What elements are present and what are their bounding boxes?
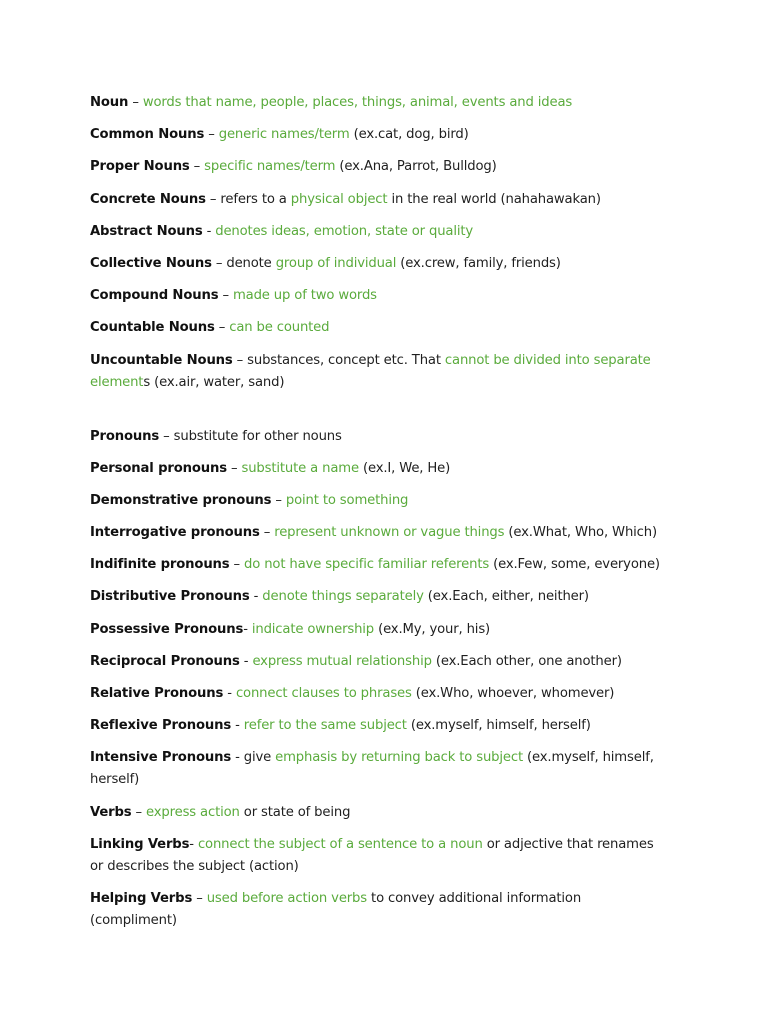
entry-term: Indifinite pronouns [90,557,230,573]
definition-entry [90,317,670,339]
highlighted-definition: cannot be divided into separate element [90,352,651,390]
entry-term: Uncountable Nouns [90,352,233,368]
definition-text: - [202,223,216,239]
definition-text: – substitute for other nouns [159,428,342,444]
entry-term: Concrete Nouns [90,191,206,207]
definition-text: (ex.I, We, He) [358,460,451,476]
entry-term: Proper Nouns [90,159,190,175]
definition-entry [90,92,670,114]
definition-text: - [249,589,263,605]
definition-text: – [229,557,245,573]
definition-text: (ex.myself, himself, herself) [406,718,591,734]
definition-text: (ex.What, Who, Which) [504,525,657,541]
definition-entry [90,426,670,448]
definition-entry [90,124,670,146]
definition-text: – [226,460,242,476]
definition-entry [90,522,670,544]
definition-text: - [189,836,198,852]
definition-entry [90,888,670,932]
definition-entry [90,458,670,480]
definition-text: – [204,127,219,143]
entry-term: Distributive Pronouns [90,589,250,605]
highlighted-definition: group of individual [275,255,397,271]
highlighted-definition: indicate ownership [251,621,375,637]
definition-text: (ex.Each, either, neither) [423,589,589,605]
highlighted-definition: generic names/term [218,127,350,143]
definition-text: (ex.Each other, one another) [431,653,622,669]
highlighted-definition: point to something [285,492,409,508]
definition-text: or adjective that renames or describes the subject (action) [90,836,654,874]
entry-term: Compound Nouns [90,288,219,304]
definition-text: - [243,621,252,637]
highlighted-definition: express mutual relationship [252,653,432,669]
definition-text: – [271,492,286,508]
definition-text: – refers to a [205,191,291,207]
highlighted-definition: physical object [290,191,388,207]
entry-term: Possessive Pronouns [90,621,244,637]
entry-term: Collective Nouns [90,255,212,271]
entry-term: Verbs [90,804,132,820]
definition-entry [90,802,670,824]
definition-text: to convey additional information (compliment) [90,890,582,928]
entry-term: Personal pronouns [90,460,227,476]
definition-text: – [214,320,230,336]
definition-entry [90,350,670,394]
highlighted-definition: represent unknown or vague things [274,525,505,541]
definition-entry [90,715,670,737]
highlighted-definition: connect the subject of a sentence to a noun [197,836,483,852]
highlighted-definition: can be counted [229,320,330,336]
entry-term: Relative Pronouns [90,686,224,701]
definition-entry [90,490,670,512]
definition-text: – substances, concept etc. That [232,352,445,368]
definition-text: – [131,804,147,820]
definition-text: in the real world (nahahawakan) [387,191,601,207]
definition-entry [90,189,670,211]
definition-text: (ex.Few, some, everyone) [489,557,660,573]
definition-entry [90,156,670,178]
entry-term: Intensive Pronouns [90,750,232,766]
definition-entry [90,834,670,878]
definition-text: – [259,525,275,541]
highlighted-definition: words that name, people, places, things, animal, events and ideas [142,95,573,110]
highlighted-definition: do not have specific familiar referents [244,557,490,573]
highlighted-definition: refer to the same subject [243,718,407,734]
definition-entry [90,619,670,641]
definition-text: - give [231,750,276,766]
definition-entry [90,285,670,307]
entry-term: Noun [90,95,129,110]
highlighted-definition: substitute a name [241,460,359,476]
definition-entry [90,554,670,576]
definition-text: (ex.crew, family, friends) [396,255,561,271]
definition-entry [90,586,670,608]
definition-entry [90,747,670,791]
highlighted-definition: denote things separately [262,589,424,605]
definition-text: - [223,686,236,701]
definition-text: (ex.Ana, Parrot, Bulldog) [335,159,497,175]
highlighted-definition: made up of two words [232,288,377,304]
entry-term: Demonstrative pronouns [90,492,272,508]
definition-text: (ex.My, your, his) [374,621,491,637]
highlighted-definition: connect clauses to phrases [235,686,412,701]
document-page [90,92,670,942]
entry-term: Reflexive Pronouns [90,718,232,734]
entry-term: Common Nouns [90,127,205,143]
definition-text: – [192,890,207,906]
definition-text: or state of being [239,804,351,820]
highlighted-definition: emphasis by returning back to subject [275,750,523,766]
definition-entry [90,253,670,275]
definition-text: - [239,653,253,669]
definition-text: s (ex.air, water, sand) [143,374,285,390]
highlighted-definition: specific names/term [204,159,336,175]
definition-entry [90,651,670,673]
entry-term: Countable Nouns [90,320,215,336]
entry-term: Linking Verbs [90,836,190,852]
definition-text: – [189,159,205,175]
definition-text: - [231,718,244,734]
definition-text: – [218,288,233,304]
definition-text: (ex.cat, dog, bird) [349,127,469,143]
definition-text: – [128,95,143,110]
entry-term: Pronouns [90,428,160,444]
entry-term: Interrogative pronouns [90,525,260,541]
definition-text: – denote [211,255,276,271]
definition-entry [90,221,670,243]
entry-term: Reciprocal Pronouns [90,653,240,669]
entry-term: Helping Verbs [90,890,193,906]
highlighted-definition: express action [146,804,240,820]
highlighted-definition: used before action verbs [206,890,367,906]
highlighted-definition: denotes ideas, emotion, state or quality [215,223,474,239]
definition-entry [90,683,670,705]
definition-text: (ex.Who, whoever, whomever) [411,686,615,701]
entry-term: Abstract Nouns [90,223,203,239]
definition-text: (ex.myself, himself, herself) [90,750,654,788]
